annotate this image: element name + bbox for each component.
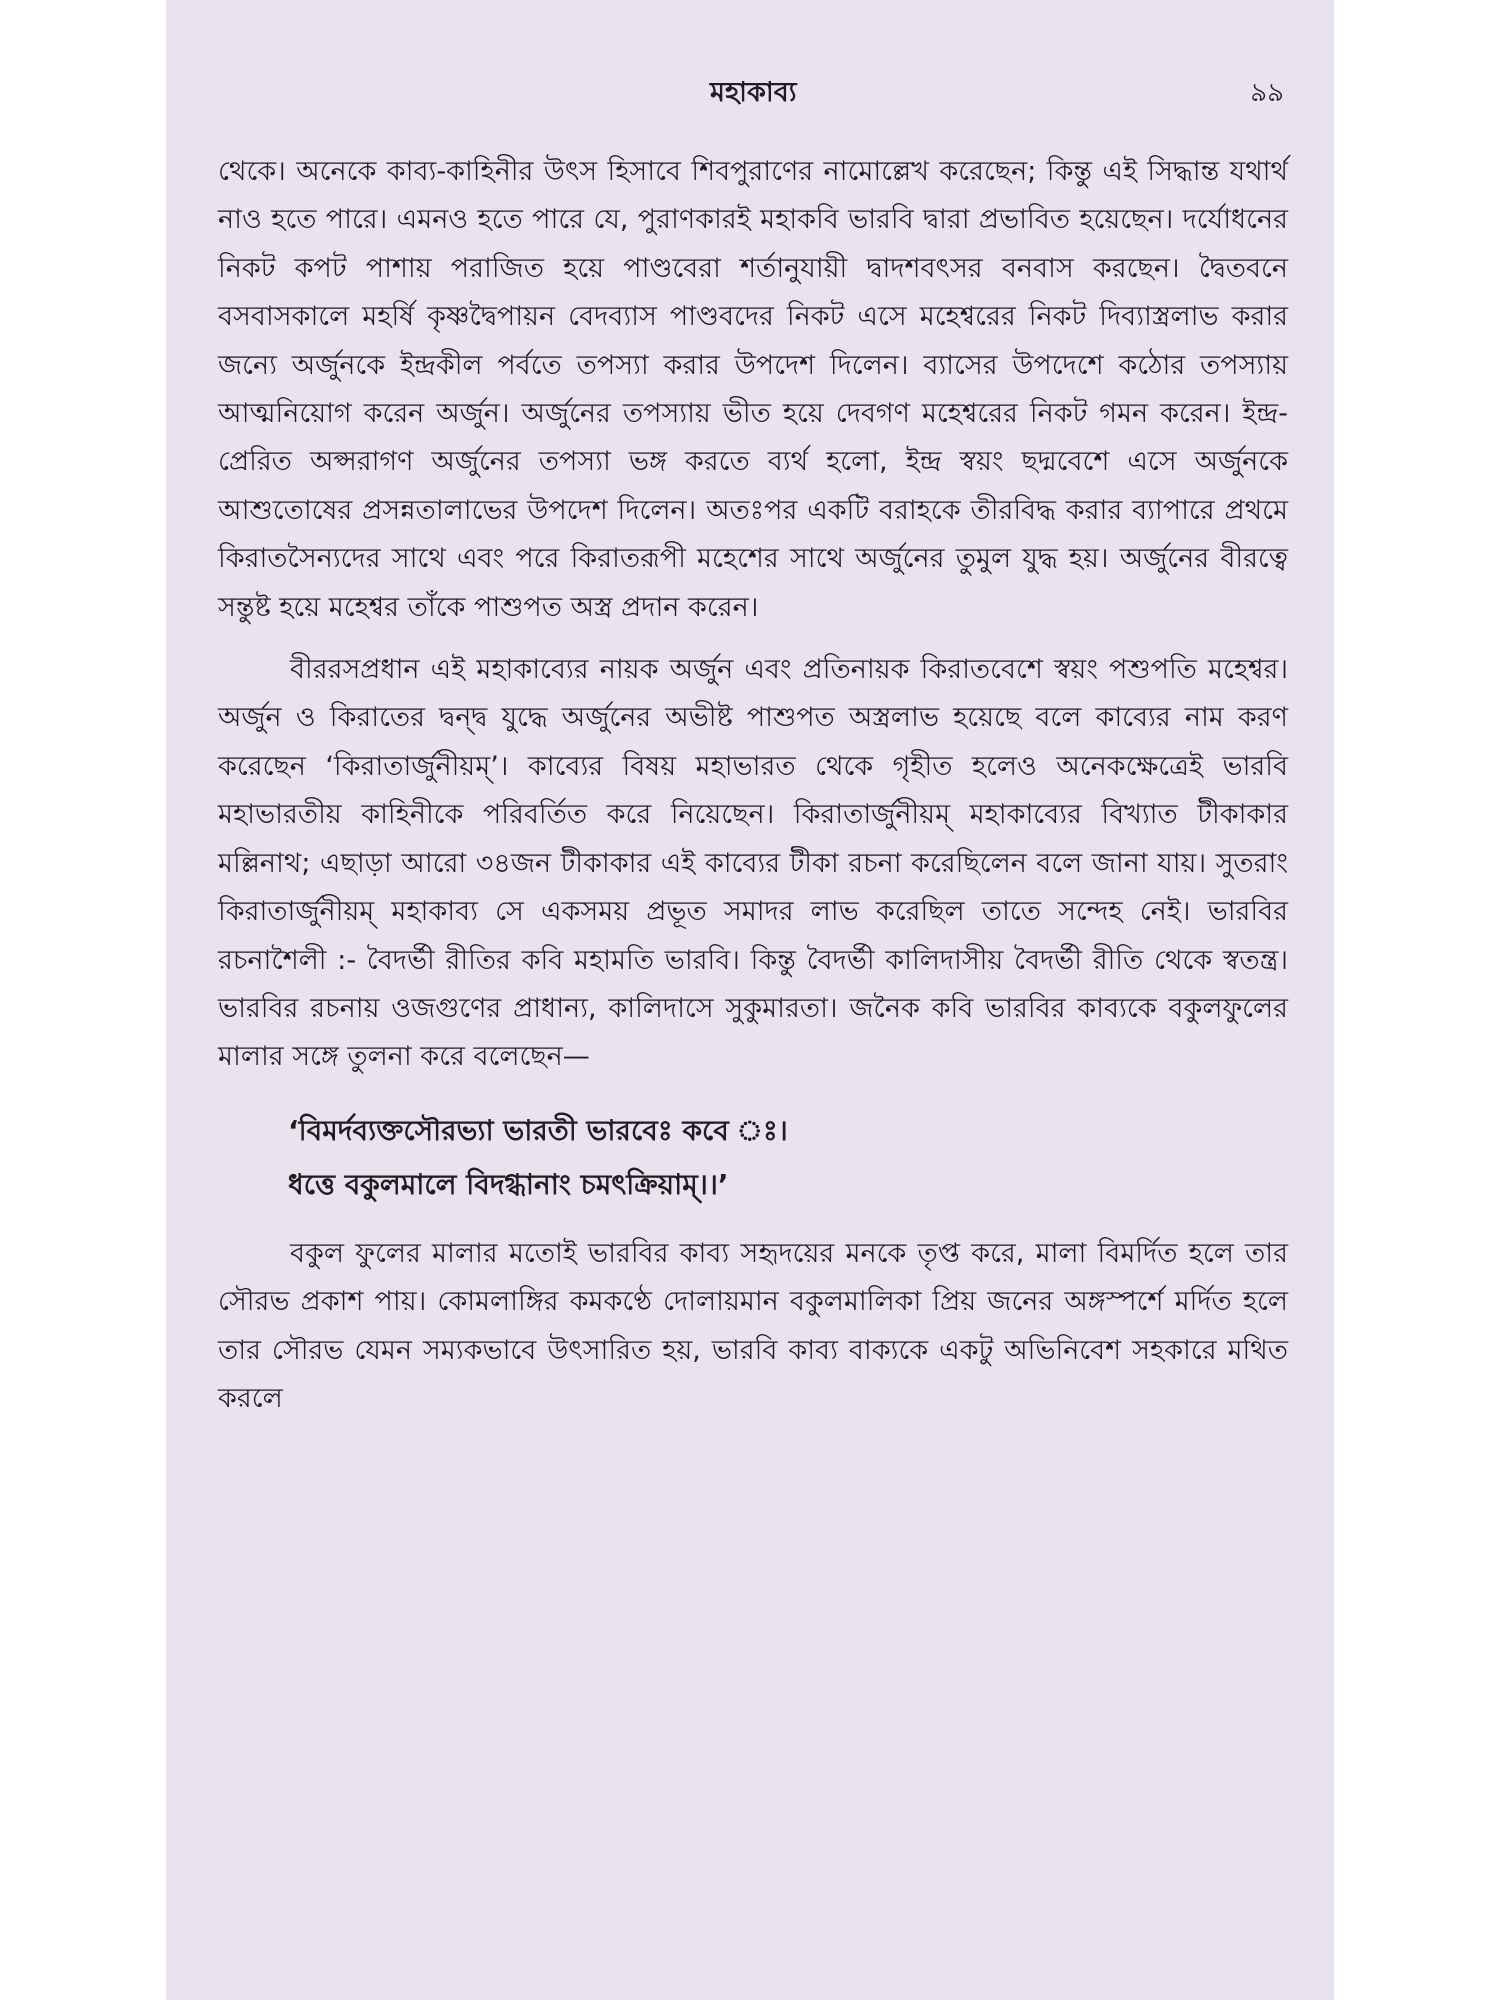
running-head [218,72,1288,132]
body-text [218,148,1288,1423]
book-page [166,0,1334,2000]
verse-line-1: ‘বিমর্দব্যক্তসৌরভ্যা ভারতী ভারবেঃ কবে ঃ। [288,1113,788,1147]
paragraph-2: বীররসপ্রধান এই মহাকাব্যের নায়ক অর্জুন এবং প্রতিনায়ক কিরাতবেশে স্বয়ং পশুপতি মহেশ্বর। অর্জুন ও কিরাতের দ্বন্দ্ব যুদ্ধে অর্জুনের অভীষ্ট পাশুপত অস্ত্রলাভ হয়েছে বলে কাব্যের নাম করণ করেছেন ‘কিরাতার্জুনীয়ম্’। কাব্যের বিষয় মহাভারত থেকে গৃহীত হলেও অনেকক্ষেত্রেই ভারবি মহাভারতীয় কাহিনীকে পরিবর্তিত করে নিয়েছেন। কিরাতার্জুনীয়ম্ মহাকাব্যের বিখ্যাত টীকাকার মল্লিনাথ; এছাড়া আরো ৩৪জন টীকাকার এই কাব্যের টীকা রচনা করেছিলেন বলে জানা যায়। সুতরাং কিরাতার্জুনীয়ম্ মহাকাব্য সে একসময় প্রভূত সমাদর লাভ করেছিল তাতে সন্দেহ নেই। ভারবির রচনাশৈলী :- বৈদর্ভী রীতির কবি মহামতি ভারবি। কিন্তু বৈদর্ভী কালিদাসীয় বৈদর্ভী রীতি থেকে স্বতন্ত্র। ভারবির রচনায় ওজগুণের প্রাধান্য, কালিদাসে সুকুমারতা। জনৈক কবি ভারবির কাব্যকে বকুলফুলের মালার সঙ্গে তুলনা করে বলেছেন— [218,654,1288,1073]
sanskrit-verse [218,1104,1288,1212]
chapter-title: মহাকাব্য [710,77,797,108]
paragraph-1: থেকে। অনেকে কাব্য-কাহিনীর উৎস হিসাবে শিবপুরাণের নামোল্লেখ করেছেন; কিন্তু এই সিদ্ধান্ত যথার্থ নাও হতে পারে। এমনও হতে পারে যে, পুরাণকারই মহাকবি ভারবি দ্বারা প্রভাবিত হয়েছেন। দর্যোধনের নিকট কপট পাশায় পরাজিত হয়ে পাণ্ডবেরা শর্তানুযায়ী দ্বাদশবৎসর বনবাস করছেন। দ্বৈতবনে বসবাসকালে মহর্ষি কৃষ্ণদ্বৈপায়ন বেদব্যাস পাণ্ডবদের নিকট এসে মহেশ্বরের নিকট দিব্যাস্ত্রলাভ করার জন্যে অর্জুনকে ইন্দ্রকীল পর্বতে তপস্যা করার উপদেশ দিলেন। ব্যাসের উপদেশে কঠোর তপস্যায় আত্মনিয়োগ করেন অর্জুন। অর্জুনের তপস্যায় ভীত হয়ে দেবগণ মহেশ্বরের নিকট গমন করেন। ইন্দ্র-প্রেরিত অপ্সরাগণ অর্জুনের তপস্যা ভঙ্গ করতে ব্যর্থ হলো, ইন্দ্র স্বয়ং ছদ্মবেশে এসে অর্জুনকে আশুতোষের প্রসন্নতালাভের উপদেশ দিলেন। অতঃপর একটি বরাহকে তীরবিদ্ধ করার ব্যাপারে প্রথমে কিরাতসৈন্যদের সাথে এবং পরে কিরাতরূপী মহেশের সাথে অর্জুনের তুমুল যুদ্ধ হয়। অর্জুনের বীরত্বে সন্তুষ্ট হয়ে মহেশ্বর তাঁকে পাশুপত অস্ত্র প্রদান করেন। [218,156,1288,623]
paragraph-3: বকুল ফুলের মালার মতোই ভারবির কাব্য সহৃদয়ের মনকে তৃপ্ত করে, মালা বিমর্দিত হলে তার সৌরভ প্রকাশ পায়। কোমলাঙ্গির কমকণ্ঠে দোলায়মান বকুলমালিকা প্রিয় জনের অঙ্গস্পর্শে মর্দিত হলে তার সৌরভ যেমন সম্যকভাবে উৎসারিত হয়, ভারবি কাব্য বাক্যকে একটু অভিনিবেশ সহকারে মথিত করলে [218,1237,1288,1414]
verse-line-2: ধত্তে বকুলমালে বিদগ্ধানাং চমৎক্রিয়াম্।।’ [288,1167,729,1201]
page-number: ৯৯ [1250,78,1284,108]
